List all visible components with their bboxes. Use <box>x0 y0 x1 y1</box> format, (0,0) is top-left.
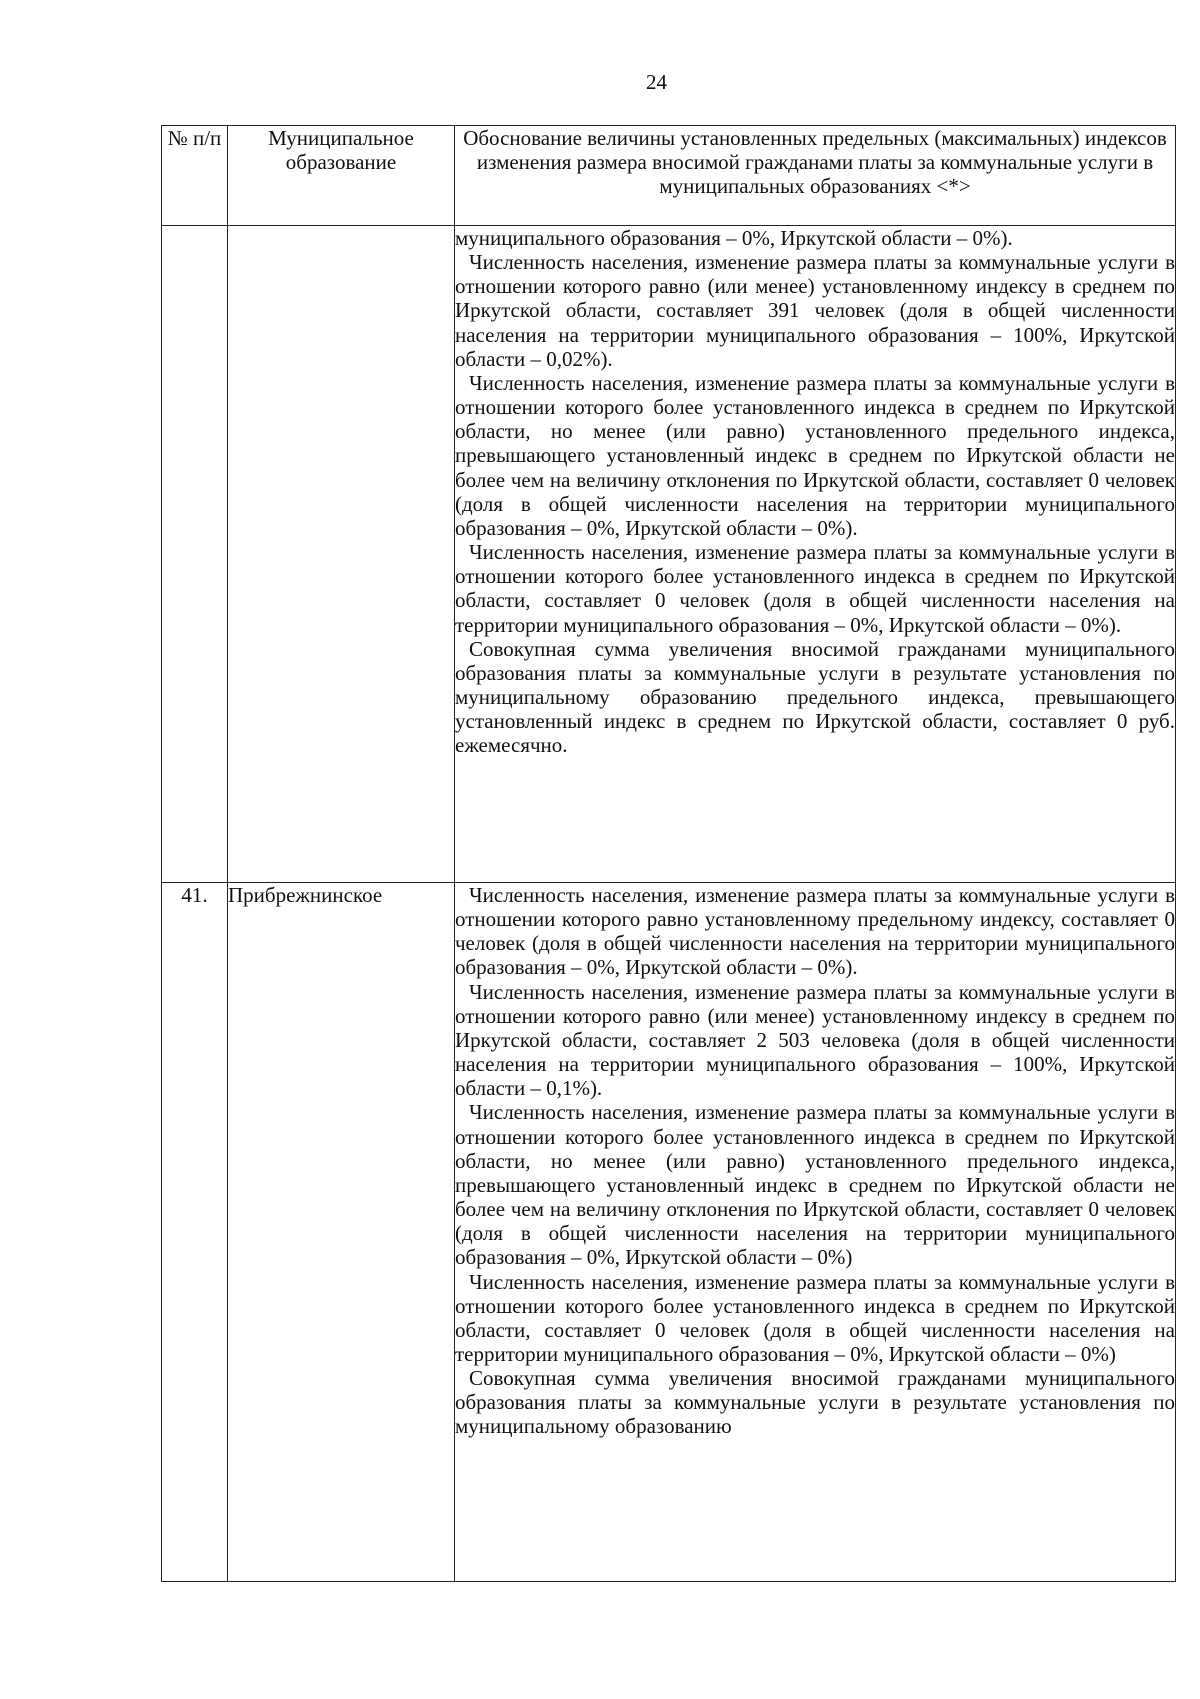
row-justification <box>455 226 1176 883</box>
header-num: № п/п <box>162 126 228 226</box>
row-number: 41. <box>162 883 228 1582</box>
paragraph: Совокупная сумма увеличения вносимой гражданами муниципального образования платы за коммунальные услуги в результате установления по муниципальному образованию предельного индекса, превышающего установленный индекс в среднем по Иркутской области, составляет 0 руб. ежемесячно. <box>455 636 1175 758</box>
row-justification <box>455 883 1176 1582</box>
paragraph: Численность населения, изменение размера платы за коммунальные услуги в отношении которого более установленного индекса в среднем по Иркутской области, составляет 0 человек (доля в общей численности населения на территории муниципального образования – 0%, Иркутской области – 0%) <box>455 1269 1175 1366</box>
table-row <box>162 226 1176 883</box>
header-justification: Обоснование величины установленных предельных (максимальных) индексов изменения размера вносимой гражданами платы за коммунальные услуги в муниципальных образованиях <*> <box>455 126 1176 226</box>
paragraph: Совокупная сумма увеличения вносимой гражданами муниципального образования платы за коммунальные услуги в результате установления по муниципальному образованию <box>455 1366 1175 1439</box>
table-header-row <box>162 126 1176 226</box>
paragraph: Численность населения, изменение размера платы за коммунальные услуги в отношении которого равно (или менее) установленному индексу в среднем по Иркутской области, составляет 391 человек (доля в общей численности населения на территории муниципального образования – 100%, Иркутской области – 0,02%). <box>455 250 1175 371</box>
paragraph: Численность населения, изменение размера платы за коммунальные услуги в отношении которого равно установленному предельному индексу, составляет 0 человек (доля в общей численности населения на территории муниципального образования – 0%, Иркутской области – 0%). <box>455 883 1175 980</box>
paragraph: Численность населения, изменение размера платы за коммунальные услуги в отношении которого равно (или менее) установленному индексу в среднем по Иркутской области, составляет 2 503 человека (доля в общей численности населения на территории муниципального образования – 100%, Иркутской области – 0,1%). <box>455 979 1175 1101</box>
paragraph: Численность населения, изменение размера платы за коммунальные услуги в отношении которого более установленного индекса в среднем по Иркутской области, но менее (или равно) установленного предельного индекса, превышающего установленный индекс в среднем по Иркутской области не более чем на величину отклонения по Иркутской области, составляет 0 человек (доля в общей численности населения на территории муниципального образования – 0%, Иркутской области – 0%). <box>455 370 1175 540</box>
row-municipality <box>228 226 455 883</box>
row-municipality: Прибрежнинское <box>228 883 455 1582</box>
header-municipality: Муниципальное образование <box>228 126 455 226</box>
table-row <box>162 883 1176 1582</box>
justification-table <box>161 125 1176 1582</box>
page-number: 24 <box>646 70 667 94</box>
paragraph: Численность населения, изменение размера платы за коммунальные услуги в отношении которого более установленного индекса в среднем по Иркутской области, но менее (или равно) установленного предельного индекса, превышающего установленный индекс в среднем по Иркутской области не более чем на величину отклонения по Иркутской области, составляет 0 человек (доля в общей численности населения на территории муниципального образования – 0%, Иркутской области – 0%) <box>455 1100 1175 1270</box>
row-number <box>162 226 228 883</box>
paragraph: муниципального образования – 0%, Иркутской области – 0%). <box>455 226 1013 250</box>
paragraph: Численность населения, изменение размера платы за коммунальные услуги в отношении которого более установленного индекса в среднем по Иркутской области, составляет 0 человек (доля в общей численности населения на территории муниципального образования – 0%, Иркутской области – 0%). <box>455 540 1175 637</box>
